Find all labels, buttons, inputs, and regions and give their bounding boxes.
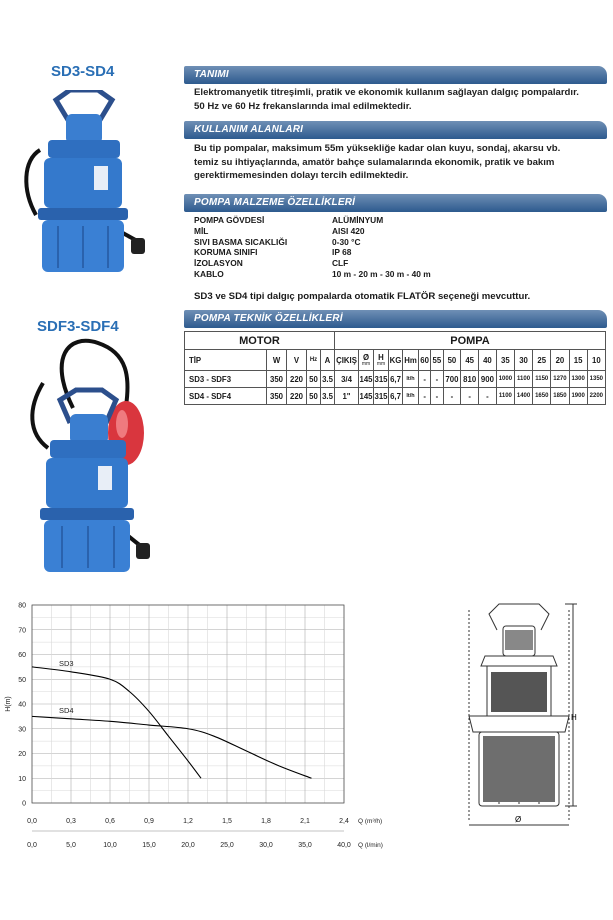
spec-value: 10 m - 20 m - 30 m - 40 m <box>332 268 431 279</box>
y-axis-label: H(m) <box>5 696 12 712</box>
cell-flow: - <box>419 388 431 405</box>
x-tick-label-lmin: 20,0 <box>181 842 195 849</box>
spec-value: IP 68 <box>332 247 352 258</box>
spec-key: POMPA GÖVDESİ <box>194 215 265 225</box>
table-column-header <box>185 350 606 371</box>
cell-flow: 1270 <box>551 371 569 388</box>
cell-h: 315 <box>374 371 389 388</box>
spec-value: AISI 420 <box>332 225 365 236</box>
kullanim-line: gerektirmemesinden dolayı tercih edilmektedir. <box>194 170 409 181</box>
cell-flow: 1850 <box>551 388 569 405</box>
series-label-sd4: SD4 <box>59 705 74 715</box>
x-tick-label-lmin: 10,0 <box>103 842 117 849</box>
x-tick-label-m3h: 0,9 <box>144 818 154 825</box>
x-tick-label-m3h: 2,4 <box>339 818 349 825</box>
pump-image-sdf <box>18 338 163 578</box>
x-tick-label-lmin: 15,0 <box>142 842 156 849</box>
cell-flow: 1000 <box>496 371 514 388</box>
y-tick-label: 70 <box>18 627 26 635</box>
col-h-label: H <box>378 353 384 362</box>
spec-value: ALÜMİNYUM <box>332 215 384 225</box>
y-tick-label: 0 <box>22 800 26 808</box>
col-tip: TİP <box>185 350 267 371</box>
spec-key: KABLO <box>194 268 224 279</box>
x-tick-label-m3h: 2,1 <box>300 818 310 825</box>
y-tick-label: 30 <box>18 726 26 734</box>
model-title-sdf3-sdf4: SDF3-SDF4 <box>37 318 119 335</box>
section-bar-tanimi: TANIMI <box>184 66 607 84</box>
cell-cikis: 1" <box>335 388 359 405</box>
x-axis-label-lmin: Q (l/min) <box>358 842 383 849</box>
y-tick-label: 80 <box>18 602 26 610</box>
y-tick-label: 60 <box>18 652 26 659</box>
tanimi-text <box>194 86 579 113</box>
cell-flow: 1350 <box>587 371 605 388</box>
col-head: 45 <box>461 350 479 371</box>
table-group-header <box>185 332 606 350</box>
cell-o: 145 <box>359 388 374 405</box>
kullanim-line: Bu tip pompalar, maksimum 55m yüksekliğe kadar olan kuyu, sondaj, akarsu vb. <box>194 143 561 154</box>
tanimi-line: Elektromanyetik titreşimli, pratik ve ekonomik kullanım sağlayan dalgıç pompalardır. <box>194 87 579 98</box>
table-row <box>185 371 606 388</box>
dim-h-label: H <box>571 713 577 722</box>
cell-flow: 2200 <box>587 388 605 405</box>
flator-note: SD3 ve SD4 tipi dalgıç pompalarda otomatik FLATÖR seçeneği mevcuttur. <box>194 291 531 302</box>
col-head: 55 <box>431 350 443 371</box>
cell-flow: - <box>461 388 479 405</box>
col-o <box>359 350 374 371</box>
pompa-group-header: POMPA <box>335 332 606 350</box>
cell-flow: 810 <box>461 371 479 388</box>
col-o-unit: mm <box>361 361 371 367</box>
section-bar-teknik: POMPA TEKNİK ÖZELLİKLERİ <box>184 310 607 328</box>
series-line-sd4 <box>32 716 312 778</box>
spec-row <box>194 226 431 237</box>
cell-flow: 700 <box>443 371 461 388</box>
col-h-unit: mm <box>376 361 386 367</box>
spec-row <box>194 215 431 226</box>
spec-key: KORUMA SINIFI <box>194 247 258 258</box>
cell-flow: 1100 <box>496 388 514 405</box>
tanimi-line: 50 Hz ve 60 Hz frekanslarında imal edilmektedir. <box>194 100 412 112</box>
x-tick-label-m3h: 1,8 <box>261 818 271 825</box>
kullanim-text <box>194 142 560 183</box>
col-head: 25 <box>533 350 551 371</box>
cell-kg: 6,7 <box>389 371 403 388</box>
spec-value: CLF <box>332 258 349 269</box>
col-w: W <box>267 350 287 371</box>
col-h <box>374 350 389 371</box>
cell-w: 350 <box>267 371 287 388</box>
cell-flow: 1300 <box>569 371 587 388</box>
series-label-sd3: SD3 <box>59 658 74 668</box>
kullanim-line: temiz su ihtiyaçlarında, amatör bahçe sulamalarında ekonomik, pratik ve bakım <box>194 156 555 168</box>
col-head: 60 <box>419 350 431 371</box>
dimension-drawing <box>455 600 580 835</box>
cell-flow: 1400 <box>514 388 532 405</box>
motor-group-header: MOTOR <box>185 332 335 350</box>
x-tick-label-m3h: 0,0 <box>27 818 37 825</box>
cell-flow: - <box>479 388 497 405</box>
spec-row <box>194 258 431 269</box>
spec-value: 0-30 °C <box>332 236 361 247</box>
pump-image-sd <box>18 90 148 290</box>
series-line-sd3 <box>32 667 201 778</box>
x-tick-label-lmin: 35,0 <box>298 842 312 849</box>
x-tick-label-lmin: 5,0 <box>66 842 76 849</box>
cell-a: 3.5 <box>321 371 335 388</box>
table-row <box>185 388 606 405</box>
y-tick-label: 40 <box>18 701 26 709</box>
cell-w: 350 <box>267 388 287 405</box>
col-hz: Hz <box>307 350 321 371</box>
cell-unit: lt/h <box>403 371 419 388</box>
col-head: 20 <box>551 350 569 371</box>
x-tick-label-m3h: 0,6 <box>105 818 115 825</box>
cell-flow: - <box>431 371 443 388</box>
model-title-sd3-sd4: SD3-SD4 <box>51 63 115 80</box>
cell-v: 220 <box>287 388 307 405</box>
x-tick-label-m3h: 0,3 <box>66 818 76 825</box>
x-axis-label-m3h: Q (m³/h) <box>358 818 383 825</box>
cell-flow: 1900 <box>569 388 587 405</box>
col-o-label: Ø <box>362 353 370 362</box>
spec-key: MİL <box>194 225 209 236</box>
spec-row <box>194 269 431 280</box>
cell-hz: 50 <box>307 388 321 405</box>
cell-v: 220 <box>287 371 307 388</box>
col-head: 10 <box>587 350 605 371</box>
dim-diameter-label: Ø <box>515 815 522 824</box>
spec-key: İZOLASYON <box>194 258 243 269</box>
technical-table <box>184 331 606 405</box>
spec-row <box>194 237 431 248</box>
cell-kg: 6,7 <box>389 388 403 405</box>
y-tick-label: 20 <box>18 751 26 758</box>
section-bar-kullanim: KULLANIM ALANLARI <box>184 121 607 139</box>
col-head: 30 <box>514 350 532 371</box>
cell-cikis: 3/4 <box>335 371 359 388</box>
cell-flow: - <box>419 371 431 388</box>
cell-flow: - <box>443 388 461 405</box>
col-cikis: ÇIKIŞ <box>335 350 359 371</box>
cell-flow: - <box>431 388 443 405</box>
y-tick-label: 50 <box>18 676 26 684</box>
cell-tip: SD3 - SDF3 <box>185 371 267 388</box>
col-v: V <box>287 350 307 371</box>
x-tick-label-m3h: 1,5 <box>222 818 232 825</box>
cell-a: 3.5 <box>321 388 335 405</box>
x-tick-label-m3h: 1,2 <box>183 818 193 825</box>
col-head: 40 <box>479 350 497 371</box>
col-head: 50 <box>443 350 461 371</box>
cell-h: 315 <box>374 388 389 405</box>
cell-unit: lt/h <box>403 388 419 405</box>
cell-flow: 1150 <box>533 371 551 388</box>
x-tick-label-lmin: 30,0 <box>259 842 273 849</box>
col-head: 35 <box>496 350 514 371</box>
col-a: A <box>321 350 335 371</box>
y-tick-label: 10 <box>18 775 26 783</box>
section-bar-malzeme: POMPA MALZEME ÖZELLİKLERİ <box>184 194 607 212</box>
material-spec-table <box>194 215 431 280</box>
spec-key: SIVI BASMA SICAKLIĞI <box>194 236 288 247</box>
cell-o: 145 <box>359 371 374 388</box>
spec-row <box>194 247 431 258</box>
col-kg: KG <box>389 350 403 371</box>
cell-tip: SD4 - SDF4 <box>185 388 267 405</box>
cell-flow: 900 <box>479 371 497 388</box>
cell-flow: 1100 <box>514 371 532 388</box>
x-tick-label-lmin: 40,0 <box>337 842 351 849</box>
x-tick-label-lmin: 0,0 <box>27 842 37 849</box>
cell-flow: 1650 <box>533 388 551 405</box>
cell-hz: 50 <box>307 371 321 388</box>
performance-chart <box>0 590 450 860</box>
col-hm: Hm <box>403 350 419 371</box>
x-tick-label-lmin: 25,0 <box>220 842 234 849</box>
col-head: 15 <box>569 350 587 371</box>
